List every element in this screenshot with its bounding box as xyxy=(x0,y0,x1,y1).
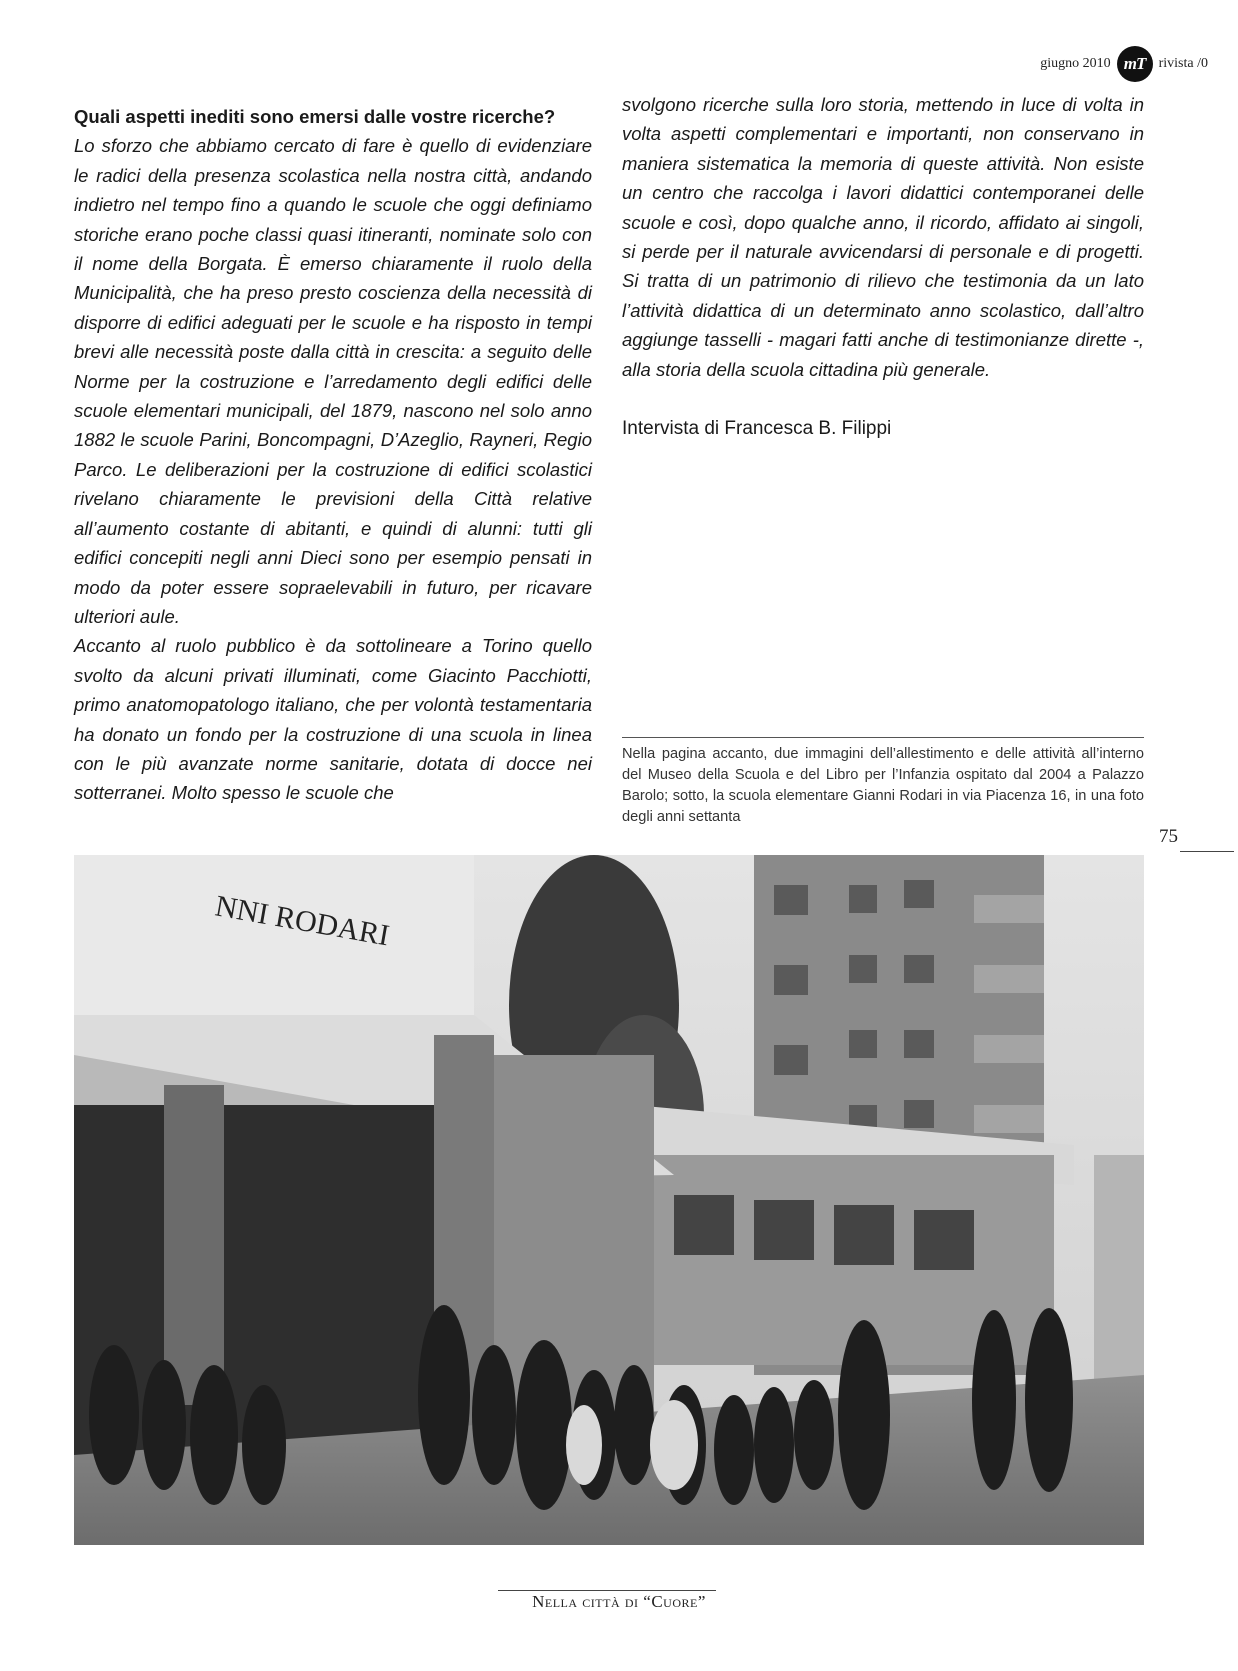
magazine-logo: mT xyxy=(1117,46,1153,82)
right-column xyxy=(622,90,1144,443)
answer-paragraph-continued: svolgono ricerche sulla loro storia, mettendo in luce di volta in volta aspetti complementari e importanti, non conservano in maniera sistematica la memoria di queste attività. Non esiste un centro che raccolga i lavori didattici contemporanei delle scuole e così, dopo qualche anno, il ricordo, affidato ai singoli, si perde per il naturale avvicendarsi di personale e di progetti. Si tratta di un patrimonio di rilievo che testimonia da un lato l’attività didattica di un determinato anno scolastico, dall’altro aggiunge tasselli - magari fatti anche di testimonianze dirette -, alla storia della scuola cittadina più generale. xyxy=(622,94,1144,380)
interview-question: Quali aspetti inediti sono emersi dalle vostre ricerche? xyxy=(74,106,556,127)
interview-signature: Intervista di Francesca B. Filippi xyxy=(622,418,892,440)
footer-rule xyxy=(498,1590,716,1591)
photo-caption: Nella pagina accanto, due immagini dell’allestimento e delle attività all’interno del Museo della Scuola e del Libro per l’Infanzia ospitato dal 2004 a Palazzo Barolo; sotto, la scuola elementare Gianni Rodari in via Piacenza 16, in una foto degli anni settanta xyxy=(622,746,1144,825)
caption-rule xyxy=(622,737,1144,738)
answer-paragraph-2: Accanto al ruolo pubblico è da sottolineare a Torino quello svolto da alcuni privati illuminati, come Giacinto Pacchiotti, primo anatomopatologo italiano, che per volontà testamentaria ha donato un fondo per la costruzione di una scuola in linea con le più avanzate norme sanitarie, dotata di docce nei sotterranei. Molto spesso le scuole che xyxy=(74,635,592,804)
left-column xyxy=(74,102,592,808)
answer-paragraph-1: Lo sforzo che abbiamo cercato di fare è quello di evidenziare le radici della presenza scolastica nella nostra città, andando indietro nel tempo fino a quando le scuole che oggi definiamo storiche erano poche classi quasi itineranti, nominate solo con il nome della Borgata. È emerso chiaramente il ruolo della Municipalità, che ha preso presto coscienza della necessità di disporre di edifici adeguati per le scuole e ha risposto in tempi brevi alle necessità poste dalla città in crescita: a seguito delle Norme per la costruzione e l’arredamento degli edifici delle scuole elementari municipali, del 1879, nascono nel solo anno 1882 le scuole Parini, Boncompagni, D’Azeglio, Rayneri, Regio Parco. Le deliberazioni per la costruzione di edifici scolastici rivelano chiaramente le previsioni della Città relative all’aumento costante di abitanti, e quindi di alunni: tutti gli edifici concepiti negli anni Dieci sono per esempio pensati in modo da poter essere sopraelevabili in futuro, per ricavare ulteriori aule. xyxy=(74,135,592,627)
page-number: 75 xyxy=(1159,826,1178,847)
running-header xyxy=(1040,44,1208,84)
page-number-rule xyxy=(1180,851,1234,852)
header-issue: rivista /0 xyxy=(1158,56,1208,71)
school-photo-illustration xyxy=(74,855,1144,1545)
header-date: giugno 2010 xyxy=(1040,56,1111,71)
school-photo xyxy=(74,855,1144,1545)
running-footer: Nella città di “Cuore” xyxy=(532,1592,706,1611)
school-sign: NNI RODARI xyxy=(212,889,392,953)
